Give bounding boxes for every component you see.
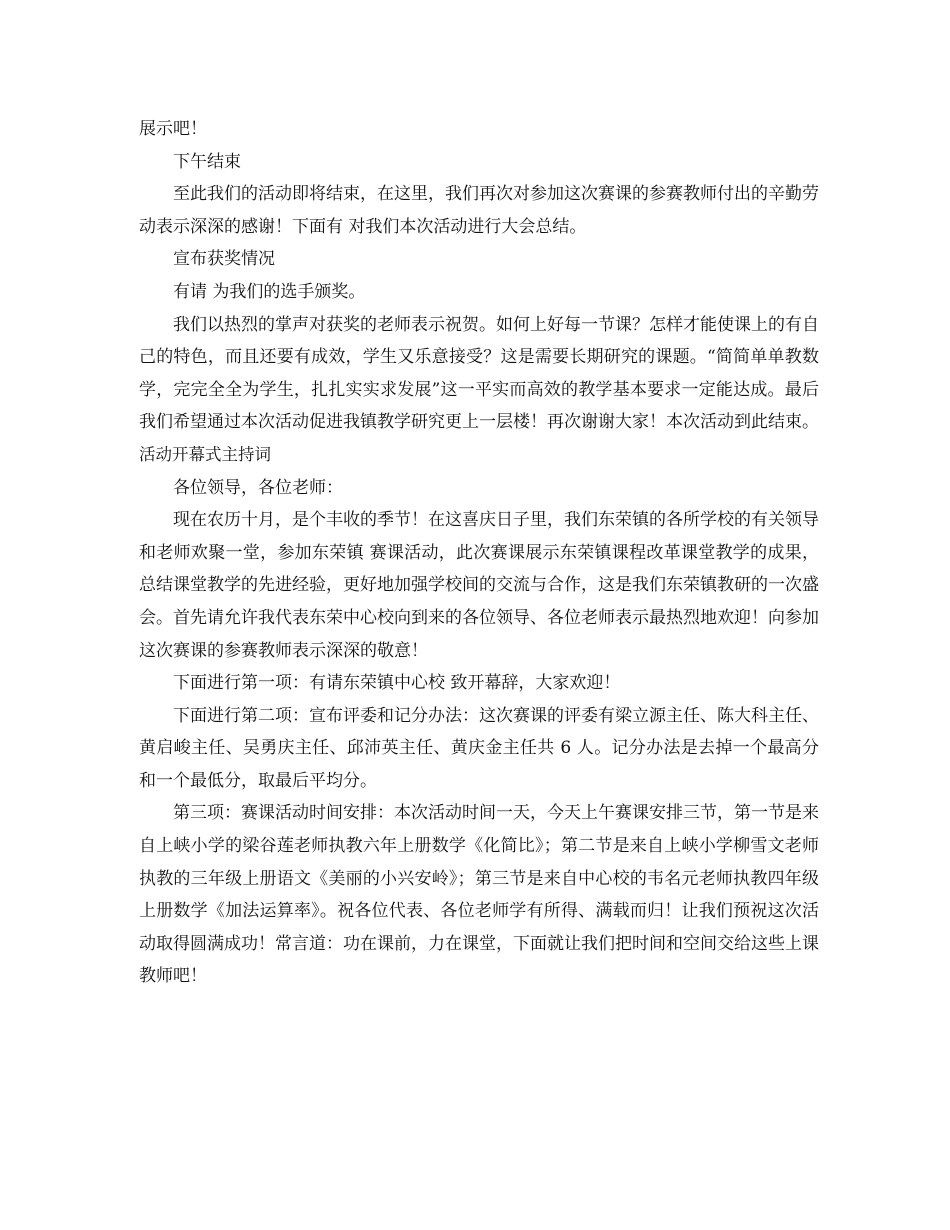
- document-body: [139, 113, 819, 993]
- paragraph-announce-awards: 宣布获奖情况: [173, 249, 275, 270]
- paragraph-item-two: 下面进行第二项：宣布评委和记分办法：这次赛课的评委有梁立源主任、陈大科主任、黄启峻主任、吴勇庆主任、邱沛英主任、黄庆金主任共 6 人。记分办法是去掉一个最高分和一个最低分，取最后平均分。: [139, 705, 819, 791]
- section-heading-opening-ceremony: 活动开幕式主持词: [139, 444, 271, 464]
- paragraph-item-three: 第三项：赛课活动时间安排：本次活动时间一天，今天上午赛课安排三节，第一节是来自上峡小学的梁谷莲老师执教六年上册数学《化简比》；第二节是来自上峡小学柳雪文老师执教的三年级上册语文《美丽的小兴安岭》；第三节是来自中心校的韦名元老师执教四年级上册数学《加法运算率》。祝各位代表、各位老师学有所得、满载而归！让我们预祝这次活动取得圆满成功！常言道：功在课前，力在课堂，下面就让我们把时间和空间交给这些上课教师吧！: [139, 803, 819, 987]
- paragraph-congratulations: 我们以热烈的掌声对获奖的老师表示祝贺。如何上好每一节课？怎样才能使课上的有自己的特色，而且还要有成效，学生又乐意接受？这是需要长期研究的课题。“简简单单教数学，完完全全为学生，扎扎实实求发展”这一平实而高效的教学基本要求一定能达成。最后我们希望通过本次活动促进我镇教学研究更上一层楼！再次谢谢大家！本次活动到此结束。: [139, 314, 819, 433]
- paragraph-continuation: 展示吧！: [139, 119, 207, 139]
- paragraph-item-one: 下面进行第一项：有请东荣镇中心校 致开幕辞，大家欢迎！: [173, 673, 621, 694]
- paragraph-present-awards: 有请 为我们的选手颁奖。: [173, 281, 366, 302]
- paragraph-afternoon-end: 下午结束: [173, 151, 241, 172]
- paragraph-salutation: 各位领导，各位老师：: [173, 477, 343, 498]
- paragraph-closing-thanks: 至此我们的活动即将结束，在这里，我们再次对参加这次赛课的参赛教师付出的辛勤劳动表示深深的感谢！下面有 对我们本次活动进行大会总结。: [139, 184, 819, 237]
- paragraph-welcome: 现在农历十月，是个丰收的季节！在这喜庆日子里，我们东荣镇的各所学校的有关领导和老师欢聚一堂，参加东荣镇 赛课活动，此次赛课展示东荣镇课程改革课堂教学的成果，总结课堂教学的先进经验，更好地加强学校间的交流与合作，这是我们东荣镇教研的一次盛会。首先请允许我代表东荣中心校向到来的各位领导、各位老师表示最热烈地欢迎！向参加这次赛课的参赛教师表示深深的敬意！: [139, 510, 819, 661]
